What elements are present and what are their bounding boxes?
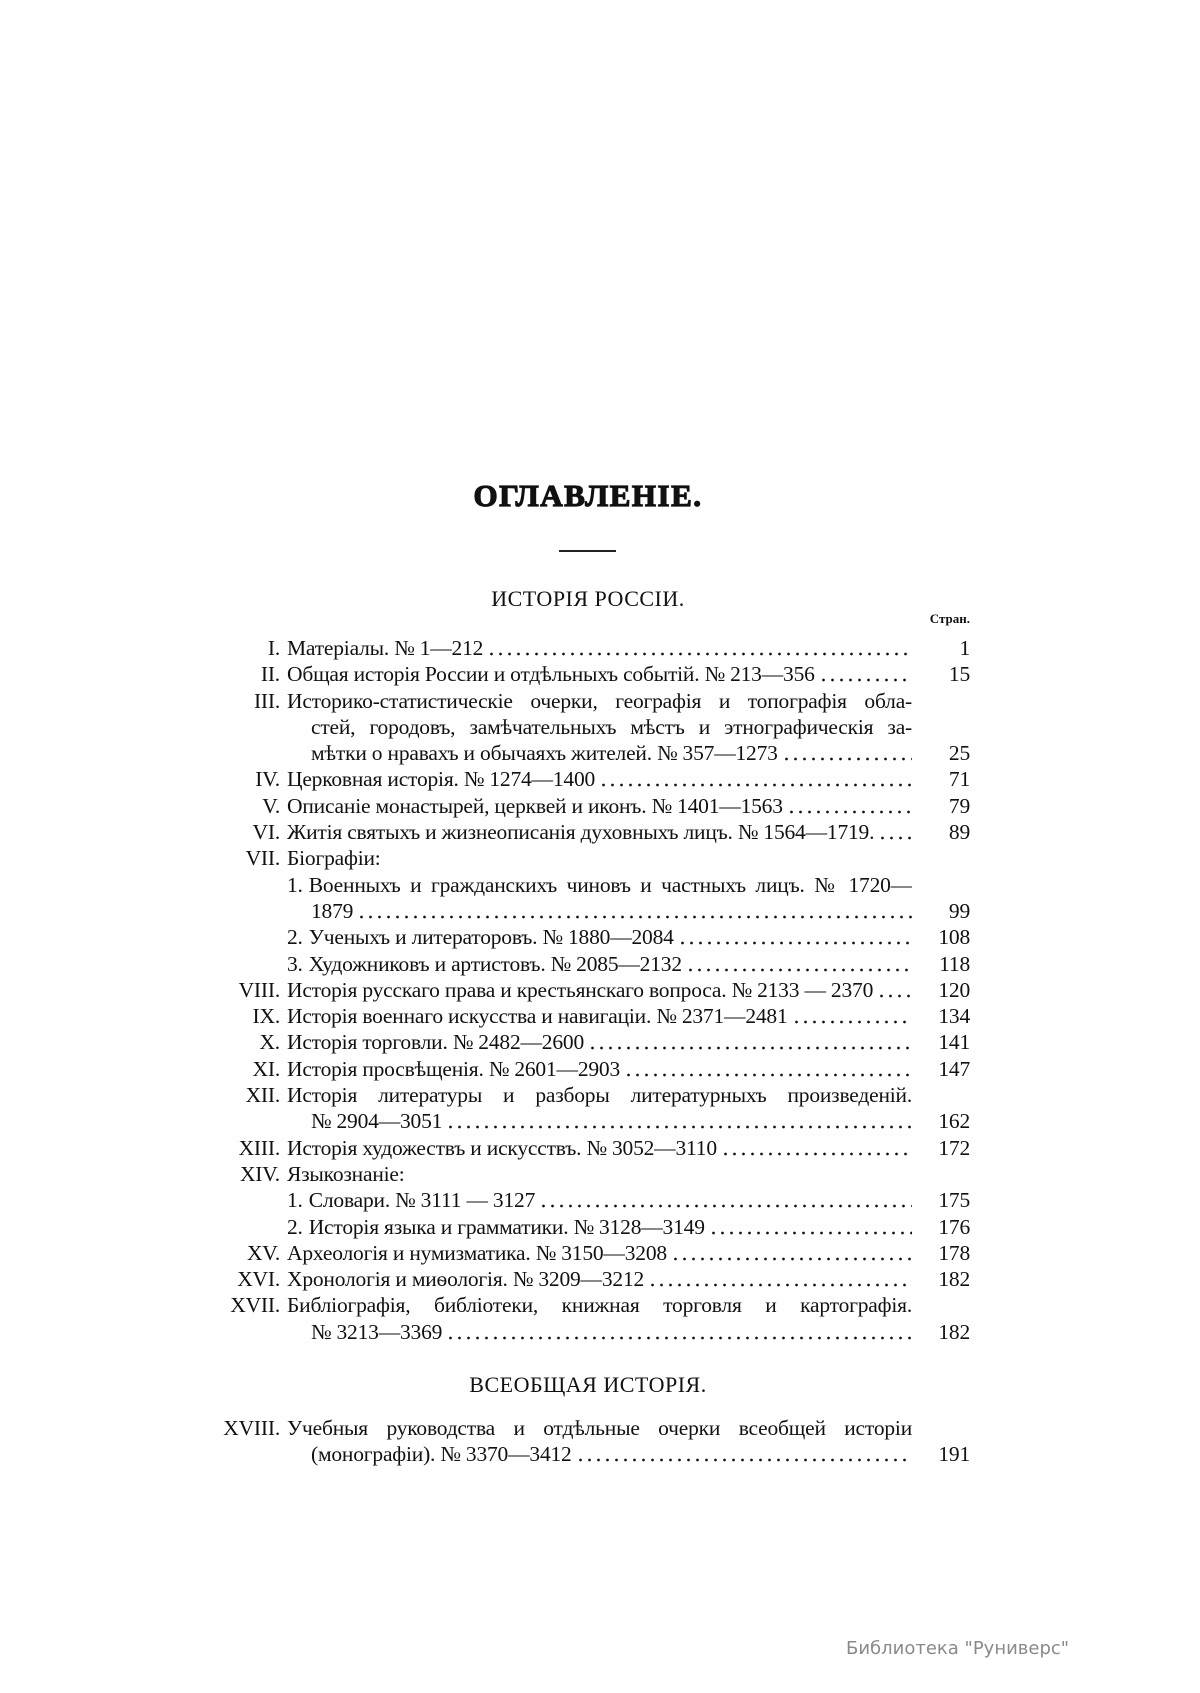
page-number: 141 — [938, 1030, 970, 1055]
dot-leader — [599, 766, 912, 792]
entry-text: Военныхъ и гражданскихъ чиновъ и частныхъ лицъ. № 1720— — [308, 872, 912, 897]
entry-numeral: XVIII. — [223, 1416, 280, 1440]
entry-text: Житія святыхъ и жизнеописанія духовныхъ лицъ. № 1564—1719. — [287, 820, 875, 845]
dot-leader — [576, 1441, 912, 1467]
subentry-number: 3. — [287, 951, 303, 976]
entry-line — [287, 661, 912, 687]
toc-entry — [200, 688, 970, 767]
entry-line — [287, 766, 912, 792]
entry-line — [287, 793, 912, 819]
entry-text: Общая исторія России и отдѣльныхъ событій. № 213—356 — [287, 662, 815, 687]
entry-text: № 2904—3051 — [311, 1109, 443, 1134]
page-number: 25 — [948, 741, 970, 766]
entry-line — [287, 1415, 912, 1441]
toc-subentry — [200, 924, 970, 950]
toc-entry — [200, 635, 970, 661]
entry-line — [287, 819, 912, 845]
page-number: 71 — [948, 767, 970, 792]
entry-line — [287, 898, 912, 924]
page-number: 120 — [938, 977, 970, 1002]
entry-numeral: V. — [262, 793, 280, 818]
toc-entry — [200, 977, 970, 1003]
dot-leader — [686, 951, 912, 977]
entry-numeral: XV. — [246, 1240, 280, 1265]
entry-numeral: IX. — [252, 1004, 280, 1029]
entry-line — [287, 740, 912, 766]
dot-leader — [877, 977, 912, 1003]
entry-text: Словари. № 3111 — 3127 — [308, 1188, 536, 1213]
entry-numeral: II. — [260, 662, 280, 687]
entry-line — [287, 1240, 912, 1266]
entry-numeral: IV. — [255, 767, 280, 792]
page-number: 175 — [938, 1188, 970, 1213]
entry-text: Исторія военнаго искусства и навигаціи. № 2371—2481 — [287, 1004, 788, 1029]
entry-line — [287, 714, 912, 740]
entry-text: Библіографія, библіотеки, книжная торговля и картографія. — [287, 1293, 912, 1318]
entry-line — [287, 1056, 912, 1082]
entry-numeral: III. — [253, 688, 280, 713]
entry-text: стей, городовъ, замѣчательныхъ мѣстъ и этнографическія за- — [311, 714, 912, 739]
dot-leader — [709, 1214, 912, 1240]
page-number: 1 — [959, 636, 970, 660]
page-number: 108 — [938, 925, 970, 950]
subentry-number: 2. — [287, 1214, 303, 1239]
toc-entry — [200, 1029, 970, 1055]
dot-leader — [624, 1056, 912, 1082]
toc-subentry — [200, 1187, 970, 1213]
toc-entry — [200, 1292, 970, 1345]
toc-entry — [200, 661, 970, 687]
title-rule — [559, 550, 616, 552]
entry-numeral: VII. — [245, 846, 280, 871]
page-number: 182 — [938, 1319, 970, 1344]
entry-line — [287, 872, 912, 898]
library-watermark: Библиотека "Руниверс" — [846, 1638, 1070, 1659]
entry-numeral: XVI. — [237, 1267, 280, 1292]
entry-text: (монографіи). № 3370—3412 — [311, 1442, 572, 1467]
entry-text: Художниковъ и артистовъ. № 2085—2132 — [308, 951, 682, 976]
page-number: 182 — [938, 1267, 970, 1292]
entry-numeral: XIV. — [239, 1161, 280, 1186]
toc-entry — [200, 1082, 970, 1135]
entry-text: Хронологія и миѳологія. № 3209—3212 — [287, 1267, 645, 1292]
toc-subentry — [200, 872, 970, 925]
subentry-number: 1. — [287, 872, 303, 897]
entry-numeral: XVII. — [230, 1293, 280, 1318]
entry-line — [287, 1003, 912, 1029]
entry-line — [287, 1319, 912, 1345]
entry-line — [287, 1187, 912, 1213]
entry-numeral: XIII. — [238, 1135, 280, 1160]
entry-numeral: XII. — [245, 1083, 280, 1108]
page-number: 176 — [938, 1214, 970, 1239]
toc-russia — [200, 635, 970, 1345]
page-number: 118 — [939, 951, 970, 976]
entry-text: Описаніе монастырей, церквей и иконъ. № 1401—1563 — [287, 793, 783, 818]
toc-entry — [200, 1135, 970, 1161]
entry-text: Историко-статистическіе очерки, географія и топографія обла- — [287, 688, 912, 713]
entry-text: Археологія и нумизматика. № 3150—3208 — [287, 1240, 667, 1265]
entry-text: Церковная исторія. № 1274—1400 — [287, 767, 596, 792]
entry-text: мѣтки о нравахъ и обычаяхъ жителей. № 357—1273 — [311, 741, 778, 766]
entry-text: Исторія торговли. № 2482—2600 — [287, 1030, 585, 1055]
entry-line — [287, 845, 912, 871]
page-number: 89 — [948, 820, 970, 845]
entry-numeral: I. — [267, 636, 280, 660]
page-number: 99 — [948, 898, 970, 923]
dot-leader — [357, 898, 912, 924]
dot-leader — [787, 793, 912, 819]
entry-text: Учебныя руководства и отдѣльные очерки всеобщей исторіи — [287, 1416, 912, 1440]
page-number: 172 — [938, 1135, 970, 1160]
toc-subentry — [200, 951, 970, 977]
dot-leader — [792, 1003, 912, 1029]
toc-entry — [200, 1266, 970, 1292]
toc-entry — [200, 766, 970, 792]
entry-text: Ученыхъ и литераторовъ. № 1880—2084 — [308, 925, 674, 950]
entry-line — [287, 924, 912, 950]
entry-line — [287, 1108, 912, 1134]
entry-numeral: XI. — [252, 1056, 280, 1081]
entry-text: Исторія языка и грамматики. № 3128—3149 — [308, 1214, 705, 1239]
entry-numeral: X. — [259, 1030, 280, 1055]
page-number: 79 — [948, 793, 970, 818]
entry-numeral: VI. — [252, 820, 280, 845]
toc-entry — [200, 793, 970, 819]
toc-entry — [200, 1240, 970, 1266]
dot-leader — [446, 1108, 912, 1134]
entry-text: 1879 — [311, 898, 354, 923]
page-number: 15 — [948, 662, 970, 687]
toc-entry — [200, 1161, 970, 1187]
toc-entry — [200, 1056, 970, 1082]
toc-entry — [200, 845, 970, 871]
entry-line — [287, 1266, 912, 1292]
section-heading-russia: ИСТОРІЯ РОССІИ. — [491, 586, 685, 611]
page-number: 134 — [938, 1004, 970, 1029]
subentry-number: 1. — [287, 1188, 303, 1213]
toc-world — [200, 1415, 970, 1468]
entry-text: № 3213—3369 — [311, 1319, 443, 1344]
page-number: 191 — [938, 1442, 970, 1467]
page-number: 162 — [938, 1109, 970, 1134]
entry-line — [287, 1029, 912, 1055]
entry-text: Исторія просвѣщенія. № 2601—2903 — [287, 1056, 621, 1081]
dot-leader — [878, 819, 912, 845]
entry-line — [287, 688, 912, 714]
entry-line — [287, 635, 912, 661]
entry-line — [287, 1082, 912, 1108]
page-number: 147 — [938, 1056, 970, 1081]
dot-leader — [487, 635, 912, 661]
entry-text: Біографіи: — [287, 846, 381, 871]
entry-text: Исторія русскаго права и крестьянскаго вопроса. № 2133 — 2370 — [287, 977, 874, 1002]
entry-text: Исторія литературы и разборы литературныхъ произведеній. — [287, 1083, 912, 1108]
entry-line — [287, 977, 912, 1003]
toc-subentry — [200, 1214, 970, 1240]
toc-entry — [200, 1415, 970, 1468]
dot-leader — [446, 1319, 912, 1345]
entry-line — [287, 1161, 912, 1187]
page-number: 178 — [938, 1240, 970, 1265]
dot-leader — [782, 740, 912, 766]
dot-leader — [819, 661, 912, 687]
entry-line — [287, 1441, 912, 1467]
entry-line — [287, 1135, 912, 1161]
toc-entry — [200, 819, 970, 845]
subentry-number: 2. — [287, 925, 303, 950]
page-title: ОГЛАВЛЕНІЕ. — [473, 478, 703, 513]
dot-leader — [721, 1135, 912, 1161]
entry-numeral: VIII. — [238, 977, 280, 1002]
entry-text: Матеріалы. № 1—212 — [287, 636, 484, 660]
toc-entry — [200, 1003, 970, 1029]
dot-leader — [588, 1029, 912, 1055]
dot-leader — [648, 1266, 912, 1292]
dot-leader — [678, 924, 912, 950]
entry-text: Исторія художествъ и искусствъ. № 3052—3110 — [287, 1135, 717, 1160]
dot-leader — [671, 1240, 912, 1266]
entry-line — [287, 1292, 912, 1318]
entry-line — [287, 1214, 912, 1240]
dot-leader — [539, 1187, 912, 1213]
entry-text: Языкознаніе: — [287, 1161, 405, 1186]
entry-line — [287, 951, 912, 977]
section-heading-world: ВСЕОБЩАЯ ИСТОРІЯ. — [469, 1372, 707, 1397]
page-column-label: Стран. — [929, 611, 970, 626]
